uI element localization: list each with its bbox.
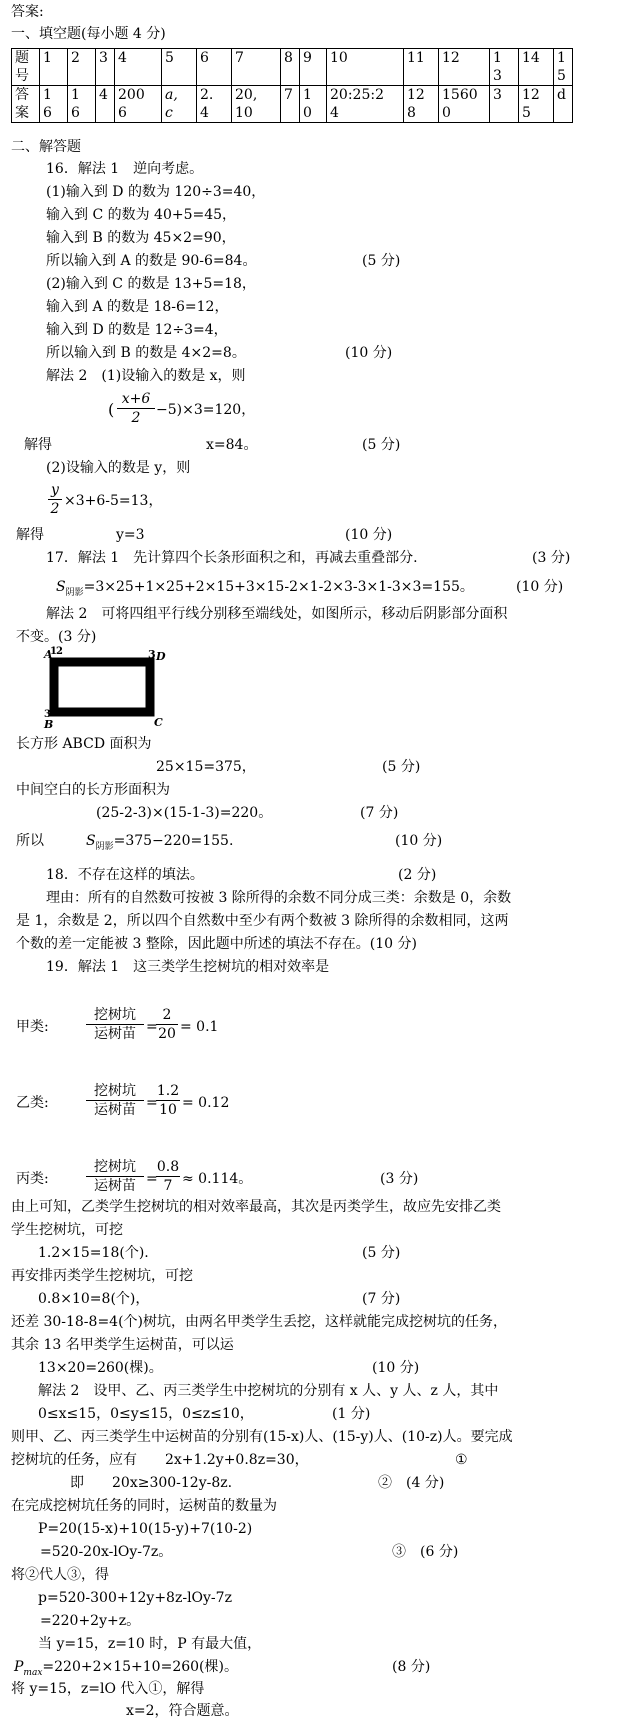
text-line: 由上可知，乙类学生挖树坑的相对效率最高，其次是丙类学生，故应先安排乙类 [11, 1199, 501, 1215]
table-cell [12, 49, 40, 86]
table-cell [490, 86, 519, 123]
table-cell [115, 49, 162, 86]
text-line: 0≤x≤15，0≤y≤15，0≤z≤10， [38, 1406, 254, 1422]
table-cell [519, 86, 554, 123]
cell-line: 9 [303, 50, 312, 66]
text-line: 17．解法 1 先计算四个长条形面积之和，再减去重叠部分. [46, 550, 418, 566]
cell-line: 2 [71, 50, 80, 66]
table-cell [68, 86, 96, 123]
table-cell [281, 86, 300, 123]
cell-line: 1 [493, 50, 502, 66]
text-line: 解法 2 设甲、乙、丙三类学生中挖树坑的分别有 x 人、y 人、z 人，其中 [38, 1383, 499, 1399]
text-line: 其余 13 名甲类学生运树苗，可以运 [11, 1337, 234, 1353]
text-line: 即 20x≥300-12y-8z. [70, 1475, 233, 1491]
text-line: 在完成挖树坑任务的同时，运树苗的数量为 [11, 1498, 277, 1514]
cell-line: 3 [493, 87, 502, 103]
area-symbol: S [56, 579, 66, 595]
category-label: 丙类: [16, 1171, 49, 1187]
text-line: 将 y=15，z=lO 代入①，解得 [11, 1681, 205, 1697]
text-line: −5)×3=120， [156, 402, 256, 418]
fraction-denominator: 2 [48, 499, 62, 518]
table-cell [490, 49, 519, 86]
pmax-equation: =220+2×15+10=260(棵)。 [42, 1659, 238, 1675]
text-line: 学生挖树坑，可挖 [11, 1222, 123, 1238]
score: (10 分) [516, 579, 564, 595]
fraction-denominator: 7 [156, 1176, 180, 1195]
fraction [86, 1006, 144, 1043]
text-line: ×3+6-5=13， [64, 493, 163, 509]
cell-line: 1 [557, 50, 566, 66]
fraction-denominator: 运树苗 [86, 1024, 144, 1043]
cell-line: 4 [118, 50, 127, 66]
table-cell [40, 86, 68, 123]
text-line [14, 1658, 238, 1682]
cell-line: c [165, 105, 173, 121]
cell-line: 200 [118, 87, 145, 103]
table-cell [519, 49, 554, 86]
cell-line: 7 [235, 50, 244, 66]
fraction [86, 1158, 144, 1195]
cell-line: 1 [71, 87, 80, 103]
cell-line: 8 [407, 105, 416, 121]
score: (5 分) [382, 759, 421, 775]
cell-line: 6 [118, 105, 127, 121]
text-line: 理由：所有的自然数可按被 3 除所得的余数不同分成三类：余数是 0，余数 [46, 890, 512, 906]
text-line: 解法 2 可将四组平行线分别移至端线处，如图所示，移动后阴影部分面积 [46, 606, 508, 622]
score: (8 分) [392, 1659, 431, 1675]
cell-line: 20:25:2 [330, 87, 384, 103]
text-line: 13×20=260(棵)。 [38, 1360, 163, 1376]
cell-line: 10 [330, 50, 348, 66]
cell-line: a, [165, 87, 178, 103]
text-line: (2)输入到 C 的数是 13+5=18， [46, 276, 256, 292]
fraction-numerator: 挖树坑 [94, 1159, 136, 1175]
table-cell [281, 49, 300, 86]
fraction-denominator: 20 [156, 1024, 178, 1043]
text-line: 输入到 D 的数是 12÷3=4， [46, 322, 228, 338]
text-line: 所以输入到 A 的数是 90-6=84。 [46, 253, 257, 269]
table-cell [404, 49, 439, 86]
fraction [117, 390, 155, 427]
text-line: = [146, 1171, 158, 1187]
p-symbol: P [14, 1659, 24, 1675]
cell-line: 8 [284, 50, 293, 66]
cell-line: 14 [522, 50, 540, 66]
score: (7 分) [360, 805, 399, 821]
shaded-frame [54, 662, 150, 712]
text-line: 输入到 A 的数是 18-6=12， [46, 299, 229, 315]
cell-line: 4 [99, 87, 108, 103]
equation-marker: ① [455, 1452, 468, 1468]
table-cell [197, 49, 232, 86]
fraction-denominator: 2 [117, 408, 155, 427]
cell-line: 4 [200, 105, 209, 121]
table-cell [162, 86, 197, 123]
text-line: 中间空白的长方形面积为 [16, 782, 170, 798]
table-cell [12, 86, 40, 123]
score: (2 分) [398, 867, 437, 883]
category-label: 乙类: [16, 1095, 49, 1111]
text-line: 将②代人③，得 [11, 1567, 109, 1583]
answer-table [11, 48, 573, 123]
fraction [156, 1082, 180, 1119]
text-line: 输入到 C 的数为 40+5=45， [46, 207, 237, 223]
fraction [48, 481, 62, 518]
fraction [156, 1158, 180, 1195]
text-line: 不变。(3 分) [16, 629, 97, 645]
fraction-numerator: 0.8 [156, 1159, 180, 1175]
cell-line: 3 [99, 50, 108, 66]
text-line: 解得 [24, 437, 52, 453]
figure-label: D [156, 650, 166, 663]
score: (10 分) [345, 345, 393, 361]
text-line: 挖树坑的任务，应有 2x+1.2y+0.8z=30， [11, 1452, 309, 1468]
text-line: 所以 [16, 833, 44, 849]
cell-line: d [557, 87, 566, 103]
table-cell [404, 86, 439, 123]
text-line [86, 832, 233, 856]
score: (3 分) [380, 1171, 419, 1187]
table-cell [232, 86, 281, 123]
fraction-numerator: x+6 [121, 391, 151, 407]
text-line: 所以输入到 B 的数是 4×2=8。 [46, 345, 246, 361]
cell-line: 10 [235, 105, 253, 121]
text-line: 还差 30-18-8=4(个)树坑，由两名甲类学生丢挖，这样就能完成挖树坑的任务， [11, 1314, 508, 1330]
table-cell [232, 49, 281, 86]
text-line: (1)输入到 D 的数为 120÷3=40， [46, 184, 266, 200]
text-line: 1.2×15=18(个). [38, 1245, 149, 1261]
cell-line: 12 [407, 87, 425, 103]
cell-line: 1 [303, 87, 312, 103]
table-cell [439, 86, 490, 123]
p-subscript: max [23, 1667, 43, 1678]
score: (5 分) [362, 1245, 401, 1261]
table-cell [96, 86, 115, 123]
cell-line: 3 [493, 68, 502, 84]
table-cell [40, 49, 68, 86]
cell-line: 20, [235, 87, 258, 103]
text-line: 当 y=15，z=10 时，P 有最大值， [38, 1636, 262, 1652]
text-line: 是 1，余数是 2，所以四个自然数中至少有两个数被 3 除所得的余数相同，这两 [16, 913, 509, 929]
text-line: 长方形 ABCD 面积为 [16, 736, 152, 752]
score: (7 分) [362, 1291, 401, 1307]
figure-label: 1 [50, 646, 57, 657]
section-fill-heading: 一、填空题(每小题 4 分) [11, 26, 166, 42]
text-line: 个数的差一定能被 3 整除，因此题中所述的填法不存在。(10 分) [16, 936, 417, 952]
table-cell [68, 49, 96, 86]
cell-line: 0 [442, 105, 451, 121]
cell-line: 号 [15, 68, 29, 84]
cell-line: 1 [43, 87, 52, 103]
score: (10 分) [372, 1360, 420, 1376]
cell-line: 11 [407, 50, 425, 66]
score: (5 分) [362, 253, 401, 269]
text-line: =520-20x-lOy-7z。 [40, 1544, 173, 1560]
text-line: (25-2-3)×(15-1-3)=220。 [96, 805, 273, 821]
text-line [56, 578, 474, 602]
cell-line: 6 [200, 50, 209, 66]
cell-line: 0 [303, 105, 312, 121]
cell-line: 4 [330, 105, 339, 121]
fraction [86, 1082, 144, 1119]
fraction-numerator: 2 [162, 1007, 172, 1023]
text-line: 0.8×10=8(个)， [38, 1291, 150, 1307]
text-line: x=84。 [206, 437, 258, 453]
text-line: = 0.12 [182, 1095, 230, 1111]
figure-label: 3 [148, 648, 156, 661]
text-line: p=520-300+12y+8z-lOy-7z [38, 1590, 232, 1606]
figure-label: B [44, 718, 54, 731]
table-cell [554, 49, 573, 86]
table-cell [115, 86, 162, 123]
text-line: ≈ 0.114。 [182, 1171, 253, 1187]
text-line: = [146, 1019, 158, 1035]
figure-label: 2 [56, 646, 63, 657]
cell-line: 5 [522, 105, 531, 121]
text-line: 解法 2 (1)设输入的数是 x，则 [46, 368, 246, 384]
cell-line: 12 [442, 50, 460, 66]
text-line: 16．解法 1 逆向考虑。 [46, 161, 204, 177]
table-cell [300, 49, 327, 86]
table-cell [439, 49, 490, 86]
fraction-numerator: 1.2 [156, 1083, 180, 1099]
text-line: y=3 [116, 527, 145, 543]
table-row [12, 86, 573, 123]
section-solve-heading: 二、解答题 [11, 139, 81, 155]
table-row [12, 49, 573, 86]
fraction-denominator: 运树苗 [86, 1176, 144, 1195]
score: (1 分) [332, 1406, 371, 1422]
area-equation: =3×25+1×25+2×15+3×15-2×1-2×3-3×1-3×3=155。 [83, 579, 474, 595]
area-equation: =375−220=155. [113, 833, 234, 849]
text-line: = 0.1 [180, 1019, 219, 1035]
cell-line: 6 [71, 105, 80, 121]
cell-line: 7 [284, 87, 293, 103]
text-line: 19．解法 1 这三类学生挖树坑的相对效率是 [46, 959, 330, 975]
table-cell [96, 49, 115, 86]
text-line: 解得 [16, 527, 44, 543]
fraction-denominator: 运树苗 [86, 1100, 144, 1119]
text-line: =220+2y+z。 [40, 1613, 141, 1629]
cell-line: 答 [15, 87, 29, 103]
score: (10 分) [345, 527, 393, 543]
cell-line: 1 [43, 50, 52, 66]
cell-line: 6 [43, 105, 52, 121]
answer-title: 答案: [11, 4, 44, 20]
fraction [156, 1006, 178, 1043]
score: (3 分) [532, 550, 571, 566]
fraction-numerator: 挖树坑 [94, 1083, 136, 1099]
figure-label: 3 [44, 709, 51, 720]
cell-line: 1560 [442, 87, 478, 103]
cell-line: 12 [522, 87, 540, 103]
cell-line: 5 [557, 68, 566, 84]
equation-marker: ③ (6 分) [392, 1544, 459, 1560]
area-subscript: 阴影 [95, 841, 114, 852]
text-line: 输入到 B 的数为 45×2=90， [46, 230, 236, 246]
fraction-denominator: 10 [156, 1100, 180, 1119]
table-cell [197, 86, 232, 123]
text-line: 18．不存在这样的填法。 [46, 867, 204, 883]
cell-line: 题 [15, 50, 29, 66]
figure-label: A [44, 648, 53, 661]
fraction-numerator: y [51, 482, 59, 498]
text-line: 25×15=375， [156, 759, 256, 775]
text-line: 则甲、乙、丙三类学生中运树苗的分别有(15-x)人、(15-y)人、(10-z)人。要完成 [11, 1429, 513, 1445]
table-cell [327, 49, 404, 86]
text-line: = [146, 1095, 158, 1111]
table-cell [327, 86, 404, 123]
text-line: x=2，符合题意。 [126, 1703, 239, 1719]
area-symbol: S [86, 833, 96, 849]
category-label: 甲类: [16, 1019, 49, 1035]
area-subscript: 阴影 [65, 587, 84, 598]
equation-marker: ② (4 分) [378, 1475, 445, 1491]
table-cell [300, 86, 327, 123]
text-line: (2)设输入的数是 y，则 [46, 460, 191, 476]
text-line: 再安排丙类学生挖树坑，可挖 [11, 1268, 193, 1284]
score: (10 分) [395, 833, 443, 849]
table-cell [554, 86, 573, 123]
cell-line: 案 [15, 105, 29, 121]
cell-line: 2. [200, 87, 214, 103]
figure-label: C [154, 716, 163, 729]
cell-line: 5 [165, 50, 174, 66]
paren: ( [108, 400, 115, 419]
score: (5 分) [362, 437, 401, 453]
text-line: P=20(15-x)+10(15-y)+7(10-2) [38, 1521, 253, 1537]
table-cell [162, 49, 197, 86]
fraction-numerator: 挖树坑 [94, 1007, 136, 1023]
